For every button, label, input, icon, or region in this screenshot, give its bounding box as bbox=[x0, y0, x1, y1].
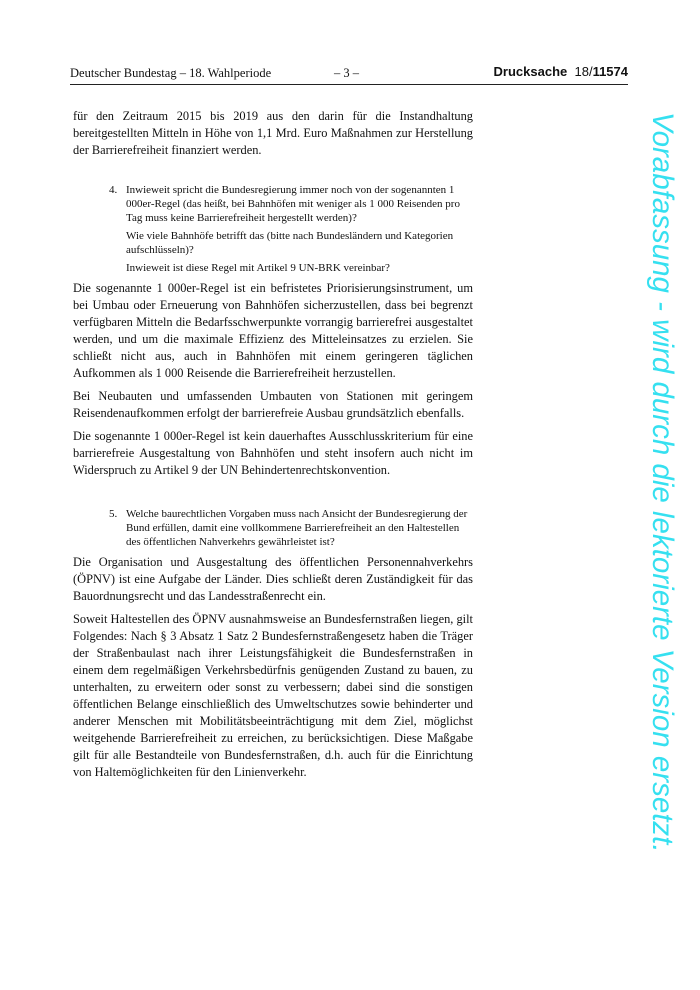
doc-number: 11574 bbox=[592, 64, 628, 79]
answer-5-paragraph-1: Die Organisation und Ausgestaltung des öffentlichen Personennahverkehrs (ÖPNV) ist eine Aufgabe der Länder. Dies schließt deren Zuständigkeit für das Bauordnungsrecht und das Landesstraßenrecht ein. bbox=[73, 555, 473, 603]
question-sub-2: Inwieweit ist diese Regel mit Artikel 9 UN-BRK vereinbar? bbox=[126, 262, 390, 274]
doc-label: Drucksache bbox=[493, 64, 568, 79]
doc-prefix: 18/ bbox=[574, 64, 593, 79]
question-text: Welche baurechtlichen Vorgaben muss nach Ansicht der Bundesregierung der Bund erfüllen, damit eine vollkommene Barrierefreiheit an den Haltestellen des öffentlichen Nahverkehrs gewährleistet ist? bbox=[126, 508, 468, 548]
question-number: 4. bbox=[109, 184, 118, 196]
document-body bbox=[73, 108, 473, 787]
intro-paragraph: für den Zeitraum 2015 bis 2019 aus den darin für die Instandhaltung bereitgestellten Mitteln in Höhe von 1,1 Mrd. Euro Maßnahmen zur Herstellung der Barrierefreiheit finanziert werden. bbox=[73, 109, 473, 157]
watermark-text: Vorabfassung - wird durch die lektorierte Version ersetzt. bbox=[646, 112, 679, 853]
page-header bbox=[70, 66, 628, 84]
answer-5-paragraph-2: Soweit Haltestellen des ÖPNV ausnahmsweise an Bundesfernstraßen liegen, gilt Folgendes: Nach § 3 Absatz 1 Satz 2 Bundesfernstraßengesetz haben die Träger der Straßenbaulast nach ihrer Leistungsfähigkeit die Bundesfernstraßen in einem dem regelmäßigen Verkehrsbedürfnis genügenden Zustand zu bauen, zu unterhalten, zu erweitern oder sonst zu verbessern; dabei sind die sonstigen öffentlichen Belange einschließlich des Umweltschutzes sowie behinderter und anderer Menschen mit Mobilitätsbeeinträchtigung mit dem Ziel, möglichst weitgehende Barrierefreiheit zu erreichen, zu berücksichtigen. Diese Maßgabe gilt für alle Bestandteile von Bundesfernstraßen, d.h. auch für die Einrichtung von Haltemöglichkeiten für den Linienverkehr. bbox=[73, 612, 473, 779]
page-number: – 3 – bbox=[334, 66, 359, 80]
question-4 bbox=[109, 183, 473, 275]
draft-watermark bbox=[646, 112, 678, 902]
header-rule bbox=[70, 84, 628, 85]
document-number bbox=[494, 64, 628, 79]
answer-4-paragraph-3: Die sogenannte 1 000er-Regel ist kein dauerhaftes Ausschlusskriterium für eine barrierefreie Ausgestaltung von Bahnhöfen und steht insofern auch nicht im Widerspruch zu Artikel 9 der UN Behindertenrechtskonvention. bbox=[73, 429, 473, 477]
question-5 bbox=[109, 507, 473, 549]
question-number: 5. bbox=[109, 508, 118, 520]
question-sub-1: Wie viele Bahnhöfe betrifft das (bitte nach Bundesländern und Kategorien aufschlüsseln)? bbox=[126, 230, 454, 256]
answer-4-paragraph-2: Bei Neubauten und umfassenden Umbauten von Stationen mit geringem Reisendenaufkommen erfolgt der barrierefreie Ausbau grundsätzlich ebenfalls. bbox=[73, 389, 473, 420]
parliament-label: Deutscher Bundestag – 18. Wahlperiode bbox=[70, 66, 272, 80]
question-text: Inwieweit spricht die Bundesregierung immer noch von der sogenannten 1 000er-Regel (das heißt, bei Bahnhöfen mit weniger als 1 000 Reisenden pro Tag muss keine Barrierefreiheit hergestellt werden)? bbox=[126, 184, 460, 224]
answer-4-paragraph-1: Die sogenannte 1 000er-Regel ist ein befristetes Priorisierungsinstrument, um bei Umbau oder Erneuerung von Bahnhöfen sicherzustellen, dass bei begrenzt verfügbaren Mitteln die Bedarfsschwerpunkte vorrangig barrierefrei ausgestaltet werden, und um die maximale Effizienz des Mitteleinsatzes zu erzielen. Sie schließt nicht aus, auch in Bahnhöfen mit einem geringeren täglichen Aufkommen als 1 000 Reisende die Barrierefreiheit herzustellen. bbox=[73, 281, 473, 380]
